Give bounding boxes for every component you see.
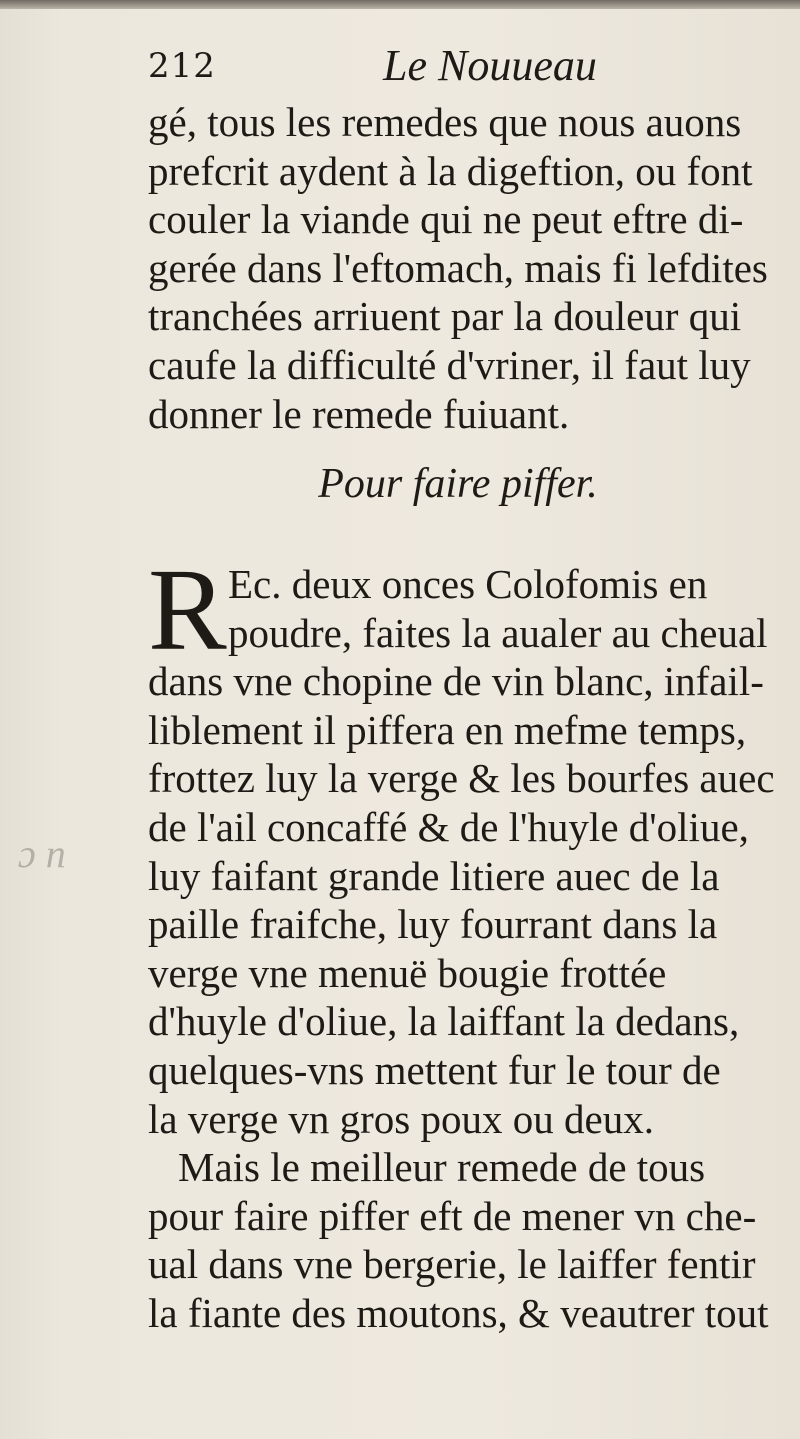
text-line: Ec. deux onces Colofomis en xyxy=(228,561,708,607)
text-line: luy faifant grande litiere auec de la xyxy=(148,852,720,899)
text-line: dans vne chopine de vin blanc, infail- xyxy=(148,658,764,705)
text-line: la fiante des moutons, & veautrer tout xyxy=(148,1289,769,1336)
text-line: pour faire piffer eft de mener vn che- xyxy=(148,1192,757,1239)
text-line: Mais le meilleur remede de tous xyxy=(178,1144,706,1191)
text-line: couler la viande qui ne peut eftre di- xyxy=(148,196,744,243)
page-top-edge xyxy=(0,0,800,9)
text-line: paille fraifche, luy fourrant dans la xyxy=(148,901,718,948)
drop-cap: R xyxy=(148,544,227,675)
text-line: liblement il piffera en mefme temps, xyxy=(148,706,747,753)
text-line: prefcrit aydent à la digeftion, ou font xyxy=(148,147,753,194)
text-line: caufe la difficulté d'vriner, il faut luy xyxy=(148,341,751,388)
page-header xyxy=(148,40,768,100)
text-line: de l'ail concaffé & de l'huyle d'oliue, xyxy=(148,803,749,850)
text-line: poudre, faites la aualer au cheual xyxy=(228,609,768,656)
text-line: la verge vn gros poux ou deux. xyxy=(148,1095,654,1142)
page-number: 212 xyxy=(148,46,216,86)
text-line: frottez luy la verge & les bourfes auec xyxy=(148,755,775,802)
margin-annotation: ɔ n xyxy=(18,831,66,876)
text-line: gé, tous les remedes que nous auons xyxy=(148,99,742,145)
section-heading: Pour faire piffer. xyxy=(318,461,598,507)
text-line: ual dans vne bergerie, le laiffer fentir xyxy=(148,1241,756,1288)
text-line: tranchées arriuent par la douleur qui xyxy=(148,293,742,340)
text-line: quelques-vns mettent fur le tour de xyxy=(148,1046,721,1093)
running-title: Le Nouueau xyxy=(383,41,597,90)
paragraph-1 xyxy=(148,98,768,438)
paragraph-2 xyxy=(148,544,775,1338)
text-line: d'huyle d'oliue, la laiffant la dedans, xyxy=(148,998,740,1045)
text-line: gerée dans l'eftomach, mais fi lefdites xyxy=(148,244,768,291)
text-line: verge vne menuë bougie frottée xyxy=(148,949,667,996)
text-line: donner le remede fuiuant. xyxy=(148,390,570,437)
